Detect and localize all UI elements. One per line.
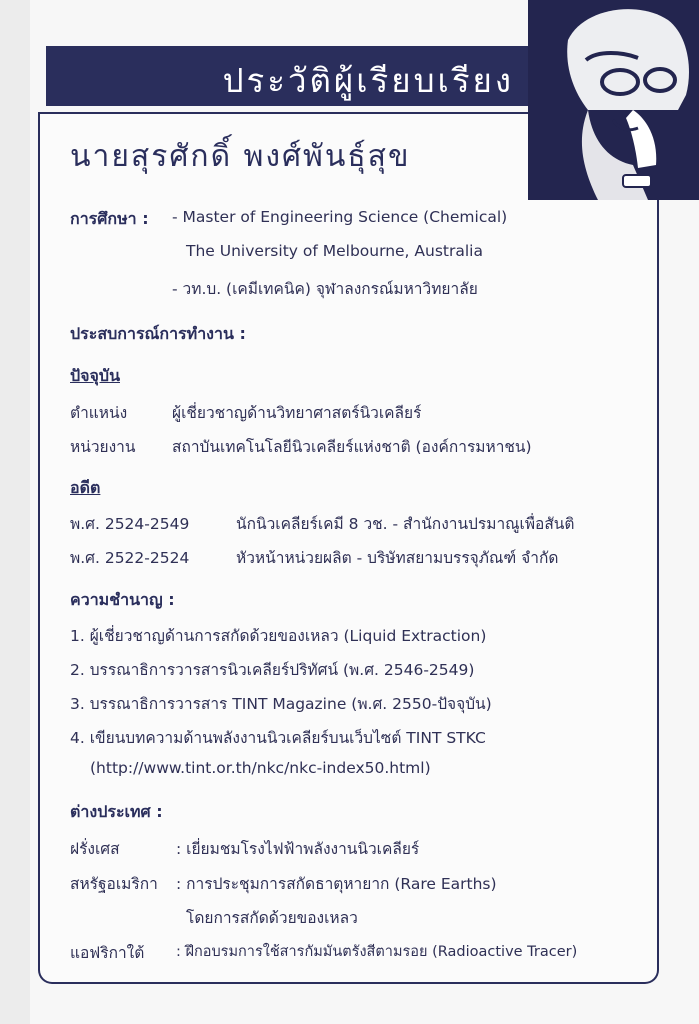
page-edge [0, 0, 30, 1024]
education-item: - วท.บ. (เคมีเทคนิค) จุฬาลงกรณ์มหาวิทยาลัย [172, 280, 478, 298]
expertise-link: (http://www.tint.or.th/nkc/nkc-index50.html) [90, 759, 431, 777]
experience-label: ประสบการณ์การทำงาน : [70, 324, 246, 343]
education-item: - Master of Engineering Science (Chemical) [172, 208, 508, 226]
abroad-key: แอฟริกาใต้ [70, 944, 145, 962]
abroad-value: : ฝึกอบรมการใช้สารกัมมันตรังสีตามรอย (Radioactive Tracer) [176, 944, 578, 960]
current-label: ปัจจุบัน [70, 366, 120, 385]
abroad-value: โดยการสกัดด้วยของเหลว [186, 909, 358, 927]
abroad-value: : เยี่ยมชมโรงไฟฟ้าพลังงานนิวเคลียร์ [176, 840, 420, 858]
expertise-item: 4. เขียนบทความด้านพลังงานนิวเคลียร์บนเว็บไซต์ TINT STKC [70, 729, 486, 747]
past-key: พ.ศ. 2524-2549 [70, 515, 190, 533]
abroad-key: สหรัฐอเมริกา [70, 875, 158, 893]
education-item: The University of Melbourne, Australia [186, 242, 483, 260]
past-key: พ.ศ. 2522-2524 [70, 549, 190, 567]
expertise-item: 1. ผู้เชี่ยวชาญด้านการสกัดด้วยของเหลว (Liquid Extraction) [70, 627, 487, 645]
author-name: นายสุรศักดิ์ พงศ์พันธุ์สุข [70, 139, 411, 174]
past-value: นักนิวเคลียร์เคมี 8 วช. - สำนักงานปรมาณูเพื่อสันติ [236, 515, 575, 533]
frame-top-border [38, 112, 528, 114]
banner-title: ประวัติผู้เรียบเรียง [222, 61, 514, 100]
abroad-value: : การประชุมการสกัดธาตุหายาก (Rare Earths) [176, 875, 497, 893]
expertise-item: 2. บรรณาธิการวารสารนิวเคลียร์ปริทัศน์ (พ.ศ. 2546-2549) [70, 661, 475, 679]
past-value: หัวหน้าหน่วยผลิต - บริษัทสยามบรรจุภัณฑ์ จำกัด [236, 549, 559, 567]
education-label: การศึกษา : [70, 209, 149, 228]
current-value: สถาบันเทคโนโลยีนิวเคลียร์แห่งชาติ (องค์การมหาชน) [172, 438, 532, 456]
current-key: ตำแหน่ง [70, 404, 128, 422]
past-label: อดีต [70, 478, 101, 497]
title-banner [46, 46, 528, 106]
expertise-item: 3. บรรณาธิการวารสาร TINT Magazine (พ.ศ. 2550-ปัจจุบัน) [70, 695, 492, 713]
abroad-key: ฝรั่งเศส [70, 840, 120, 858]
author-portrait-icon [528, 0, 699, 200]
current-key: หน่วยงาน [70, 438, 136, 456]
abroad-label: ต่างประเทศ : [70, 802, 163, 821]
expertise-label: ความชำนาญ : [70, 590, 175, 609]
current-value: ผู้เชี่ยวชาญด้านวิทยาศาสตร์นิวเคลียร์ [172, 404, 422, 422]
